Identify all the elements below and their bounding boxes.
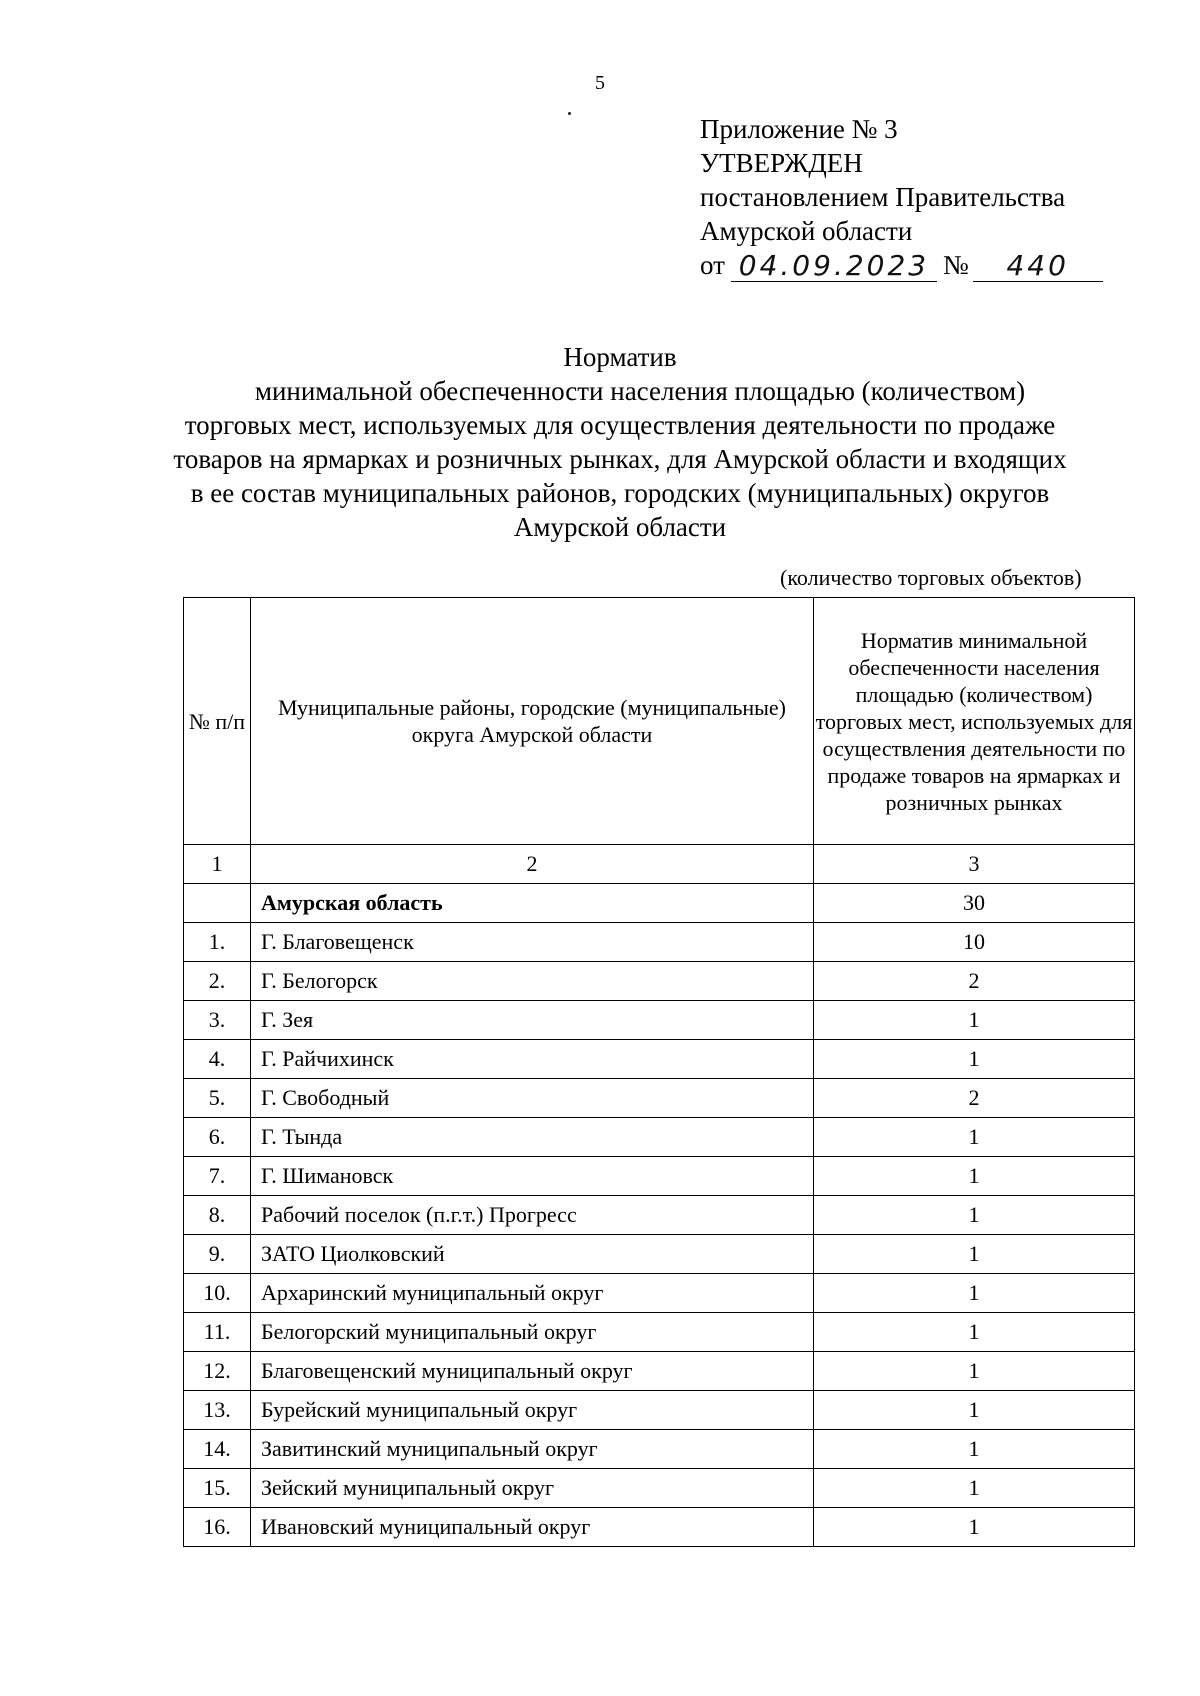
approval-region: Амурской области: [700, 216, 913, 246]
column-index-row: [184, 845, 1135, 884]
row-num: 11.: [184, 1313, 251, 1352]
table-row: [184, 1352, 1135, 1391]
row-name: Г. Шимановск: [251, 1157, 814, 1196]
number-label: №: [942, 250, 969, 280]
row-value: 1: [814, 1157, 1135, 1196]
row-num: 10.: [184, 1274, 251, 1313]
index-cell-1: 1: [184, 845, 251, 884]
row-value: 1: [814, 1469, 1135, 1508]
row-value: 1: [814, 1196, 1135, 1235]
header-num: № п/п: [184, 598, 251, 845]
row-name: Белогорский муниципальный округ: [251, 1313, 814, 1352]
handwritten-number: 440: [973, 251, 1103, 282]
row-num: 3.: [184, 1001, 251, 1040]
from-label: от: [700, 250, 725, 280]
unit-note: (количество торговых объектов): [780, 565, 1082, 590]
table-row: [184, 923, 1135, 962]
row-value: 1: [814, 1001, 1135, 1040]
title-line-2: минимальной обеспеченности населения площадью (количеством): [254, 376, 1026, 406]
row-name: Г. Благовещенск: [251, 923, 814, 962]
row-num: 7.: [184, 1157, 251, 1196]
table-row: [184, 1469, 1135, 1508]
table-row: [184, 1313, 1135, 1352]
row-value: 1: [814, 1040, 1135, 1079]
table-header-row: [184, 598, 1135, 845]
row-value: 1: [814, 1430, 1135, 1469]
row-name: Рабочий поселок (п.г.т.) Прогресс: [251, 1196, 814, 1235]
row-value: 1: [814, 1391, 1135, 1430]
row-num: 2.: [184, 962, 251, 1001]
row-num: 5.: [184, 1079, 251, 1118]
index-cell-2: 2: [251, 845, 814, 884]
table-row: [184, 1001, 1135, 1040]
table-row: [184, 962, 1135, 1001]
row-name: Бурейский муниципальный округ: [251, 1391, 814, 1430]
title-line-3: торговых мест, используемых для осуществления деятельности по продаже: [184, 410, 1056, 440]
row-value: 1: [814, 1235, 1135, 1274]
index-cell-3: 3: [814, 845, 1135, 884]
total-num: [184, 884, 251, 923]
header-norm: Норматив минимальной обеспеченности населения площадью (количеством) торговых мест, используемых для осуществления деятельности по продаже товаров на ярмарках и розничных рынках: [814, 598, 1135, 845]
title-line-1: Норматив: [563, 342, 677, 372]
total-row: [184, 884, 1135, 923]
row-num: 9.: [184, 1235, 251, 1274]
approval-block: [700, 112, 1103, 282]
row-name: Завитинский муниципальный округ: [251, 1430, 814, 1469]
row-value: 1: [814, 1118, 1135, 1157]
title-line-5: в ее состав муниципальных районов, городских (муниципальных) округов: [190, 478, 1050, 508]
title-line-6: Амурской области: [513, 512, 727, 542]
table-row: [184, 1040, 1135, 1079]
header-municipality: Муниципальные районы, городские (муниципальные) округа Амурской области: [251, 598, 814, 845]
document-title: [150, 340, 1090, 544]
approval-date-line: [700, 248, 1103, 282]
page-number: 5: [595, 72, 605, 94]
row-num: 6.: [184, 1118, 251, 1157]
approval-by-resolution: постановлением Правительства: [700, 182, 1066, 212]
row-name: Г. Белогорск: [251, 962, 814, 1001]
handwritten-date: 04.09.2023: [731, 251, 937, 282]
row-name: Ивановский муниципальный округ: [251, 1508, 814, 1547]
norm-table: [183, 597, 1135, 1547]
table-row: [184, 1079, 1135, 1118]
approval-approved: УТВЕРЖДЕН: [700, 148, 863, 178]
row-name: ЗАТО Циолковский: [251, 1235, 814, 1274]
row-name: Благовещенский муниципальный округ: [251, 1352, 814, 1391]
approval-appendix: Приложение № 3: [700, 114, 898, 144]
row-name: Г. Зея: [251, 1001, 814, 1040]
scan-dot: [568, 112, 571, 115]
row-name: Г. Райчихинск: [251, 1040, 814, 1079]
row-num: 15.: [184, 1469, 251, 1508]
row-num: 1.: [184, 923, 251, 962]
table-row: [184, 1118, 1135, 1157]
row-num: 12.: [184, 1352, 251, 1391]
row-num: 4.: [184, 1040, 251, 1079]
row-value: 1: [814, 1274, 1135, 1313]
row-num: 8.: [184, 1196, 251, 1235]
title-line-4: товаров на ярмарках и розничных рынках, для Амурской области и входящих: [173, 444, 1067, 474]
row-name: Зейский муниципальный округ: [251, 1469, 814, 1508]
table-row: [184, 1430, 1135, 1469]
table-row: [184, 1508, 1135, 1547]
table-row: [184, 1157, 1135, 1196]
total-value: 30: [814, 884, 1135, 923]
row-name: Архаринский муниципальный округ: [251, 1274, 814, 1313]
row-value: 1: [814, 1508, 1135, 1547]
table-row: [184, 1196, 1135, 1235]
row-name: Г. Свободный: [251, 1079, 814, 1118]
row-value: 2: [814, 1079, 1135, 1118]
table-row: [184, 1235, 1135, 1274]
row-value: 2: [814, 962, 1135, 1001]
row-value: 1: [814, 1352, 1135, 1391]
table-row: [184, 1391, 1135, 1430]
row-num: 14.: [184, 1430, 251, 1469]
row-num: 16.: [184, 1508, 251, 1547]
total-name: Амурская область: [251, 884, 814, 923]
table-row: [184, 1274, 1135, 1313]
row-name: Г. Тында: [251, 1118, 814, 1157]
row-num: 13.: [184, 1391, 251, 1430]
row-value: 10: [814, 923, 1135, 962]
row-value: 1: [814, 1313, 1135, 1352]
